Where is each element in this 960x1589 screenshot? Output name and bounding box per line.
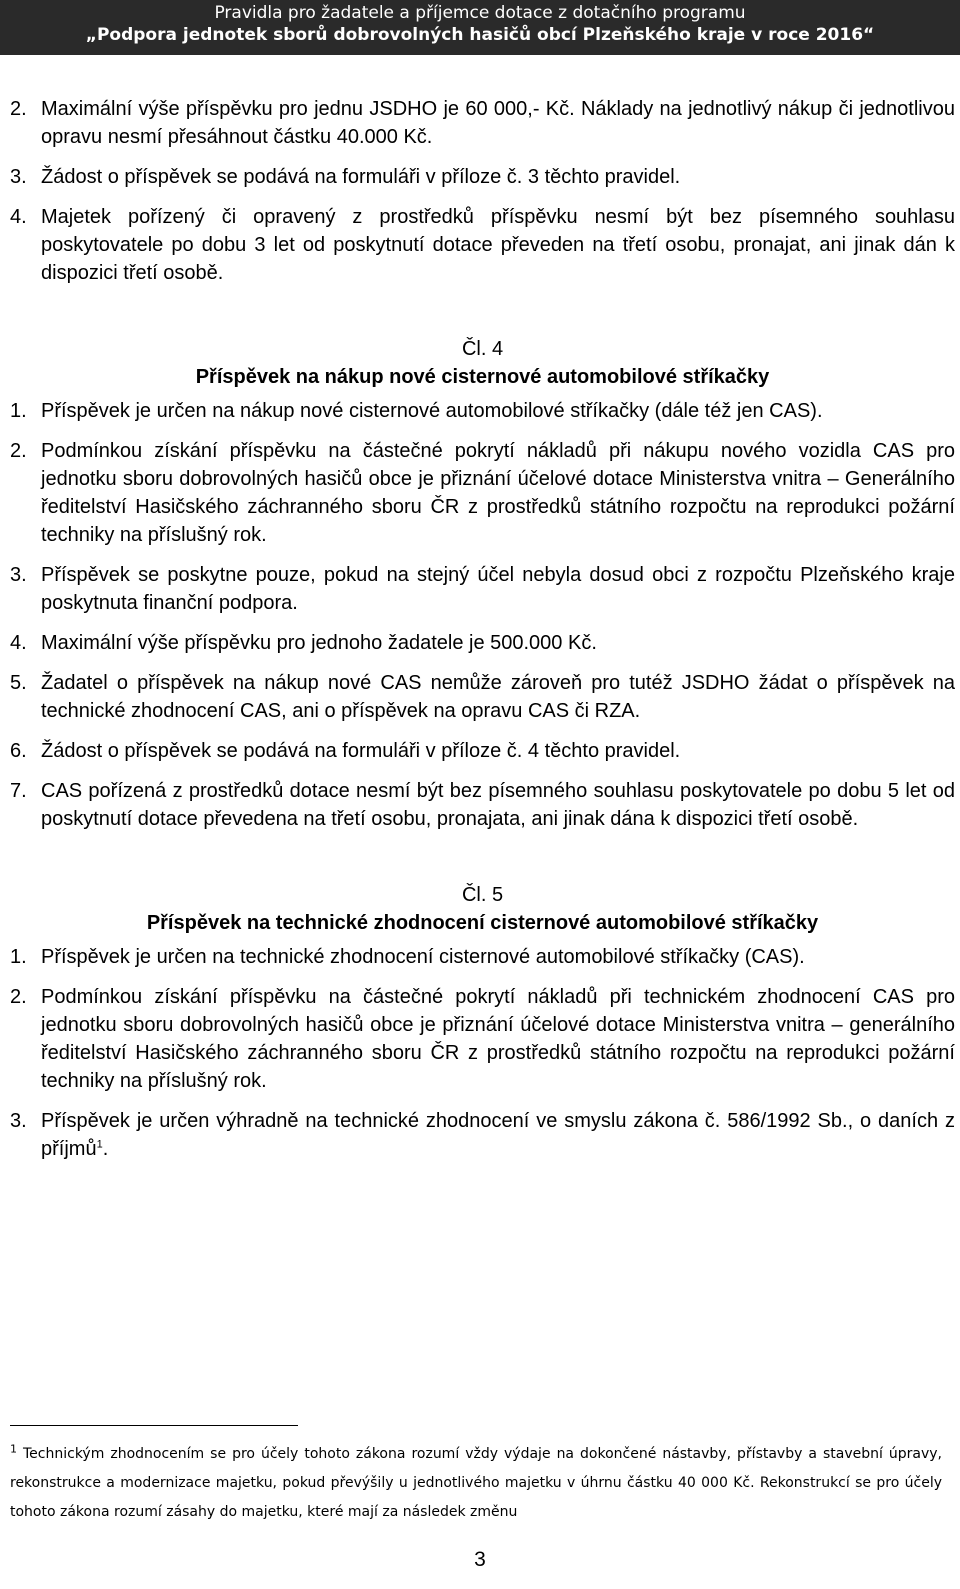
list-item [10, 737, 955, 765]
item-text: Podmínkou získání příspěvku na částečné pokrytí nákladů při nákupu nového vozidla CAS pro jednotku sboru dobrovolných hasičů obce je přiznání účelové dotace Ministerstva vnitra – Generálního ředitelství Hasičského záchranného sboru ČR z prostředků státního rozpočtu na reprodukci požární techniky na příslušný rok. [41, 440, 955, 546]
section-5-number: Čl. 5 [461, 884, 504, 906]
list-item [10, 203, 955, 287]
item-number: 3. [10, 564, 27, 586]
list-item [10, 1107, 955, 1163]
item-text [41, 1107, 955, 1163]
header-program-name: „Podpora jednotek sborů dobrovolných hasičů obcí Plzeňského kraje v roce 2016“ [85, 25, 875, 45]
item-number: 1. [10, 400, 27, 422]
footnote-mark: 1 [10, 1442, 17, 1456]
item-number: 2. [10, 98, 27, 120]
item-number: 4. [10, 206, 27, 228]
item-text: Žadatel o příspěvek na nákup nové CAS nemůže zároveň pro tutéž JSDHO žádat o příspěvek na technické zhodnocení CAS, ani o příspěvek na opravu CAS či RZA. [41, 672, 955, 722]
item-number: 3. [10, 1110, 27, 1132]
item-text: Majetek pořízený či opravený z prostředků příspěvku nesmí být bez písemného souhlasu poskytovatele po dobu 3 let od poskytnutí dotace převeden na třetí osobu, pronajat, ani jinak dán k dispozici třetí osobě. [41, 206, 955, 284]
item-text-end: . [102, 1138, 109, 1160]
page-number: 3 [474, 1548, 486, 1571]
list-item [10, 629, 955, 657]
item-text-main: Příspěvek je určen výhradně na technické zhodnocení ve smyslu zákona č. 586/1992 Sb., o daních z příjmů [41, 1110, 955, 1160]
item-number: 5. [10, 672, 27, 694]
item-text: Žádost o příspěvek se podává na formuláři v příloze č. 4 těchto pravidel. [41, 740, 681, 762]
item-text: Maximální výše příspěvku pro jednu JSDHO je 60 000,- Kč. Náklady na jednotlivý nákup či jednotlivou opravu nesmí přesáhnout částku 40.000 Kč. [41, 98, 955, 148]
item-number: 1. [10, 946, 27, 968]
list-item [10, 943, 955, 971]
list-item [10, 669, 955, 725]
section-5-list [10, 943, 955, 1163]
footnote [10, 1440, 942, 1527]
list-item [10, 561, 955, 617]
list-item [10, 163, 955, 191]
list-item [10, 397, 955, 425]
intro-list [10, 95, 955, 287]
item-text: Maximální výše příspěvku pro jednoho žadatele je 500.000 Kč. [41, 632, 597, 654]
document-header [0, 0, 960, 55]
item-text: Příspěvek se poskytne pouze, pokud na stejný účel nebyla dosud obci z rozpočtu Plzeňského kraje poskytnuta finanční podpora. [41, 564, 955, 614]
section-4-title: Příspěvek na nákup nové cisternové automobilové stříkačky [195, 366, 770, 388]
list-item [10, 437, 955, 549]
item-number: 2. [10, 440, 27, 462]
document-body [10, 95, 955, 1175]
item-number: 6. [10, 740, 27, 762]
header-title: Pravidla pro žadatele a příjemce dotace z dotačního programu [214, 3, 746, 23]
list-item [10, 983, 955, 1095]
footnote-reference[interactable]: 1 [96, 1138, 103, 1151]
item-number: 4. [10, 632, 27, 654]
item-number: 7. [10, 780, 27, 802]
item-text: Žádost o příspěvek se podává na formuláři v příloze č. 3 těchto pravidel. [41, 166, 681, 188]
item-text: Podmínkou získání příspěvku na částečné pokrytí nákladů při technickém zhodnocení CAS pro jednotku sboru dobrovolných hasičů obce je přiznání účelové dotace Ministerstva vnitra – generálního ředitelství Hasičského záchranného sboru ČR z prostředků státního rozpočtu na reprodukci požární techniky na příslušný rok. [41, 986, 955, 1092]
item-text: CAS pořízená z prostředků dotace nesmí být bez písemného souhlasu poskytovatele po dobu 5 let od poskytnutí dotace převedena na třetí osobu, pronajata, ani jinak dána k dispozici třetí osobě. [41, 780, 955, 830]
list-item [10, 95, 955, 151]
item-number: 3. [10, 166, 27, 188]
section-4-number: Čl. 4 [461, 338, 504, 360]
list-item [10, 777, 955, 833]
section-5-title: Příspěvek na technické zhodnocení cisternové automobilové stříkačky [146, 912, 819, 934]
item-number: 2. [10, 986, 27, 1008]
item-text: Příspěvek je určen na nákup nové cisternové automobilové stříkačky (dále též jen CAS). [41, 400, 823, 422]
item-text: Příspěvek je určen na technické zhodnocení cisternové automobilové stříkačky (CAS). [41, 946, 805, 968]
footnote-text: Technickým zhodnocením se pro účely tohoto zákona rozumí vždy výdaje na dokončené nástavby, přístavby a stavební úpravy, rekonstrukce a modernizace majetku, pokud převýšily u jednotlivého majetku v úhrnu částku 40 000 Kč. Rekonstrukcí se pro účely tohoto zákona rozumí zásahy do majetku, které mají za následek změnu [10, 1446, 942, 1520]
section-4-list [10, 397, 955, 833]
footnote-separator [10, 1425, 298, 1426]
